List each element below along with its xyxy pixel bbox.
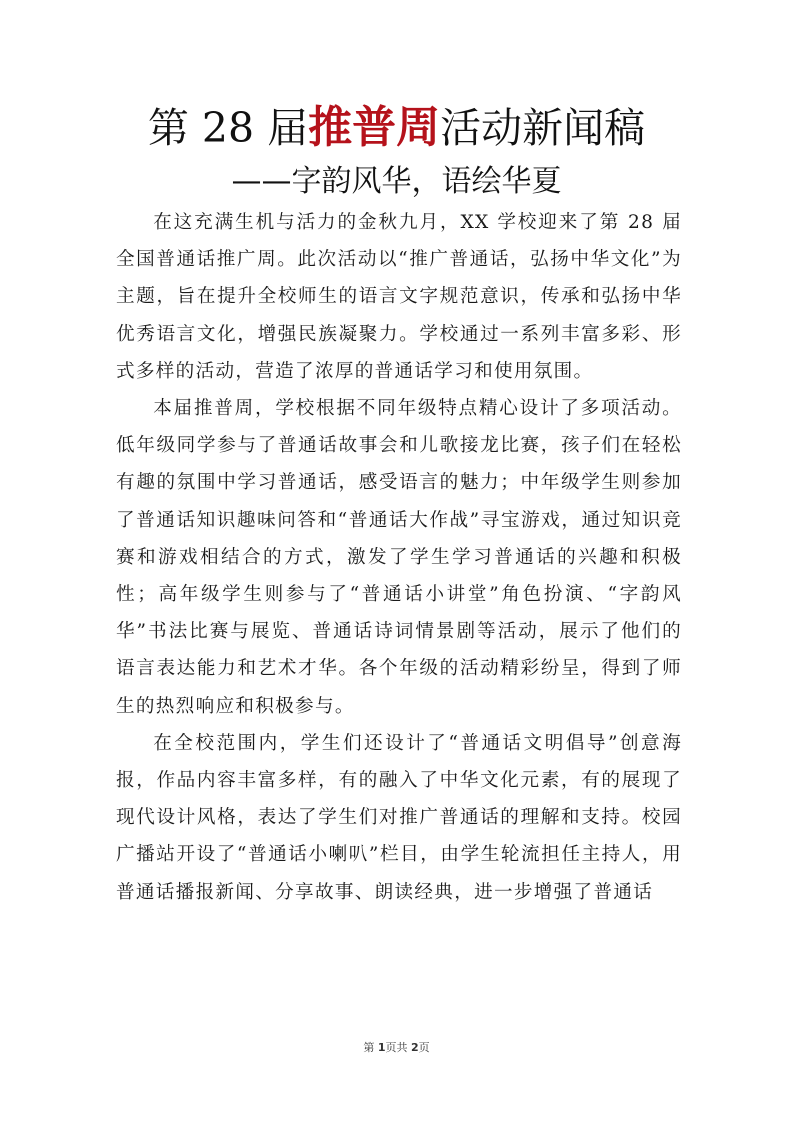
title-highlight: 推普周 <box>308 102 441 153</box>
paragraph-2: 本届推普周，学校根据不同年级特点精心设计了多项活动。低年级同学参与了普通话故事会和儿歌接龙比赛，孩子们在轻松有趣的氛围中学习普通话，感受语言的魅力；中年级学生则参加了普通话知识趣味问答和“普通话大作战”寻宝游戏，通过知识竞赛和游戏相结合的方式，激发了学生学习普通话的兴趣和积极性；高年级学生则参与了“普通话小讲堂”角色扮演、“字韵风华”书法比赛与展览、普通话诗词情景剧等活动，展示了他们的语言表达能力和艺术才华。各个年级的活动精彩纷呈，得到了师生的热烈响应和积极参与。 <box>116 398 682 717</box>
footer-suffix: 页 <box>418 1041 430 1054</box>
article-body <box>116 204 682 911</box>
current-page-number: 1 <box>377 1041 386 1054</box>
page-title <box>0 100 793 156</box>
paragraph-1: 在这充满生机与活力的金秋九月，XX 学校迎来了第 28 届全国普通话推广周。此次活动以“推广普通话，弘扬中华文化”为主题，旨在提升全校师生的语言文字规范意识，传承和弘扬中华优秀语言文化，增强民族凝聚力。学校通过一系列丰富多彩、形式多样的活动，营造了浓厚的普通话学习和使用氛围。 <box>116 212 682 382</box>
footer-middle: 页共 <box>385 1041 411 1054</box>
title-suffix: 活动新闻稿 <box>440 104 646 152</box>
total-page-number: 2 <box>411 1041 419 1054</box>
paragraph-3: 在全校范围内，学生们还设计了“普通话文明倡导”创意海报，作品内容丰富多样，有的融入了中华文化元素，有的展现了现代设计风格，表达了学生们对推广普通话的理解和支持。校园广播站开设了“普通话小喇叭”栏目，由学生轮流担任主持人，用普通话播报新闻、分享故事、朗读经典，进一步增强了普通话 <box>116 732 682 903</box>
footer-prefix: 第 <box>363 1041 378 1054</box>
title-prefix: 第 28 届 <box>147 104 309 152</box>
page-subtitle: ——字韵风华，语绘华夏 <box>231 164 562 199</box>
page-footer <box>0 1040 793 1056</box>
